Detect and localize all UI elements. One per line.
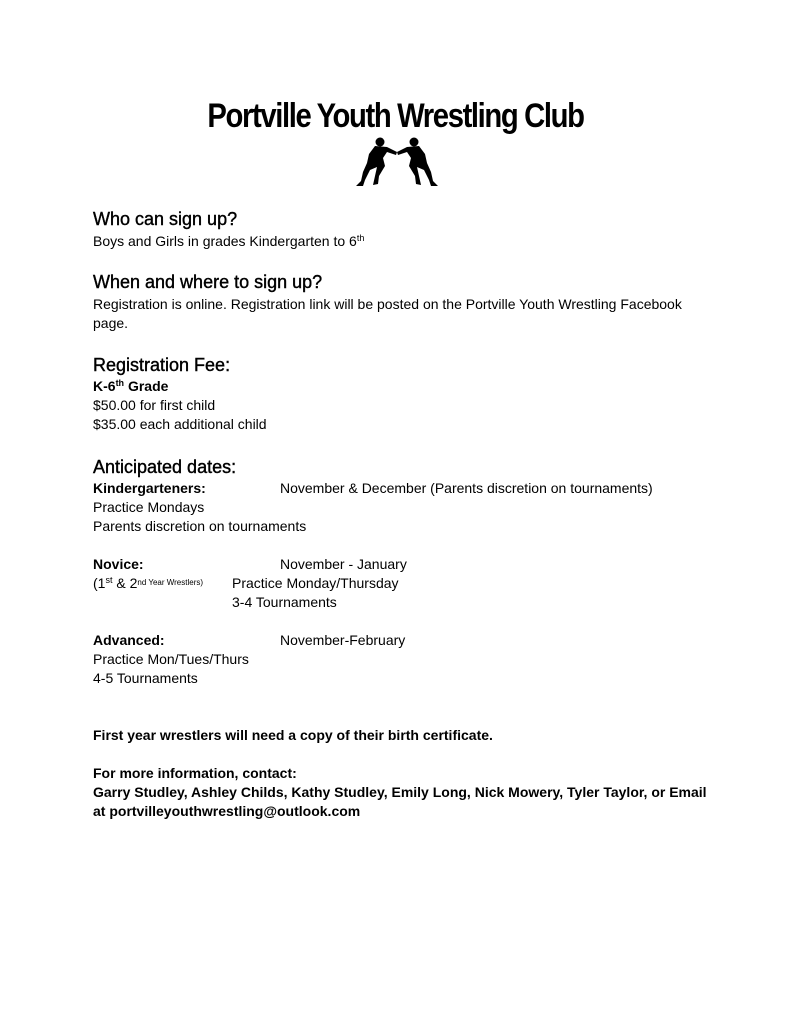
fee-grade-suffix: Grade xyxy=(124,378,169,394)
novice-sub-sup1: st xyxy=(105,575,113,585)
novice-sub-mid: & 2 xyxy=(112,575,138,591)
when-line2: page. xyxy=(93,315,129,331)
kindergarten-label: Kindergarteners: xyxy=(93,480,206,496)
fee-additional-child: $35.00 each additional child xyxy=(93,416,267,432)
novice-subtitle xyxy=(93,574,203,593)
birth-certificate-note: First year wrestlers will need a copy of their birth certificate. xyxy=(93,727,493,743)
who-text-main: Boys and Girls in grades Kindergarten to 6 xyxy=(93,233,357,249)
fee-first-child: $50.00 for first child xyxy=(93,397,216,413)
novice-sub-sup2: nd Year Wrestlers) xyxy=(137,578,204,587)
novice-dates: November - January xyxy=(280,556,407,572)
fee-grade-sup: th xyxy=(115,378,125,388)
contact-names: Garry Studley, Ashley Childs, Kathy Studley, Emily Long, Nick Mowery, Tyler Taylor, or Email xyxy=(93,784,707,800)
when-line1: Registration is online. Registration link will be posted on the Portville Youth Wrestling Facebook xyxy=(93,296,682,312)
contact-email-line xyxy=(93,802,360,821)
fee-grade-prefix: K-6 xyxy=(93,378,116,394)
who-text xyxy=(93,232,364,251)
who-heading: Who can sign up? xyxy=(93,209,238,229)
advanced-tournaments: 4-5 Tournaments xyxy=(93,670,198,686)
wrestlers-silhouette-icon xyxy=(353,136,441,188)
dates-heading: Anticipated dates: xyxy=(93,457,237,477)
advanced-label: Advanced: xyxy=(93,632,165,648)
novice-label: Novice: xyxy=(93,556,144,572)
contact-email[interactable]: portvilleyouthwrestling@outlook.com xyxy=(109,803,361,819)
kindergarten-dates: November & December (Parents discretion on tournaments) xyxy=(280,480,653,496)
novice-practice: Practice Monday/Thursday xyxy=(232,575,399,591)
kindergarten-practice: Practice Mondays xyxy=(93,499,205,515)
novice-sub-open: (1 xyxy=(93,575,106,591)
who-text-sup: th xyxy=(356,233,365,243)
when-heading: When and where to sign up? xyxy=(93,272,323,292)
fee-heading: Registration Fee: xyxy=(93,355,231,375)
advanced-dates: November-February xyxy=(280,632,406,648)
contact-email-prefix: at xyxy=(93,803,110,819)
novice-tournaments: 3-4 Tournaments xyxy=(232,594,337,610)
fee-grade xyxy=(93,377,168,396)
page-title: Portville Youth Wrestling Club xyxy=(207,97,584,135)
kindergarten-note: Parents discretion on tournaments xyxy=(93,518,307,534)
contact-heading: For more information, contact: xyxy=(93,765,297,781)
advanced-practice: Practice Mon/Tues/Thurs xyxy=(93,651,249,667)
